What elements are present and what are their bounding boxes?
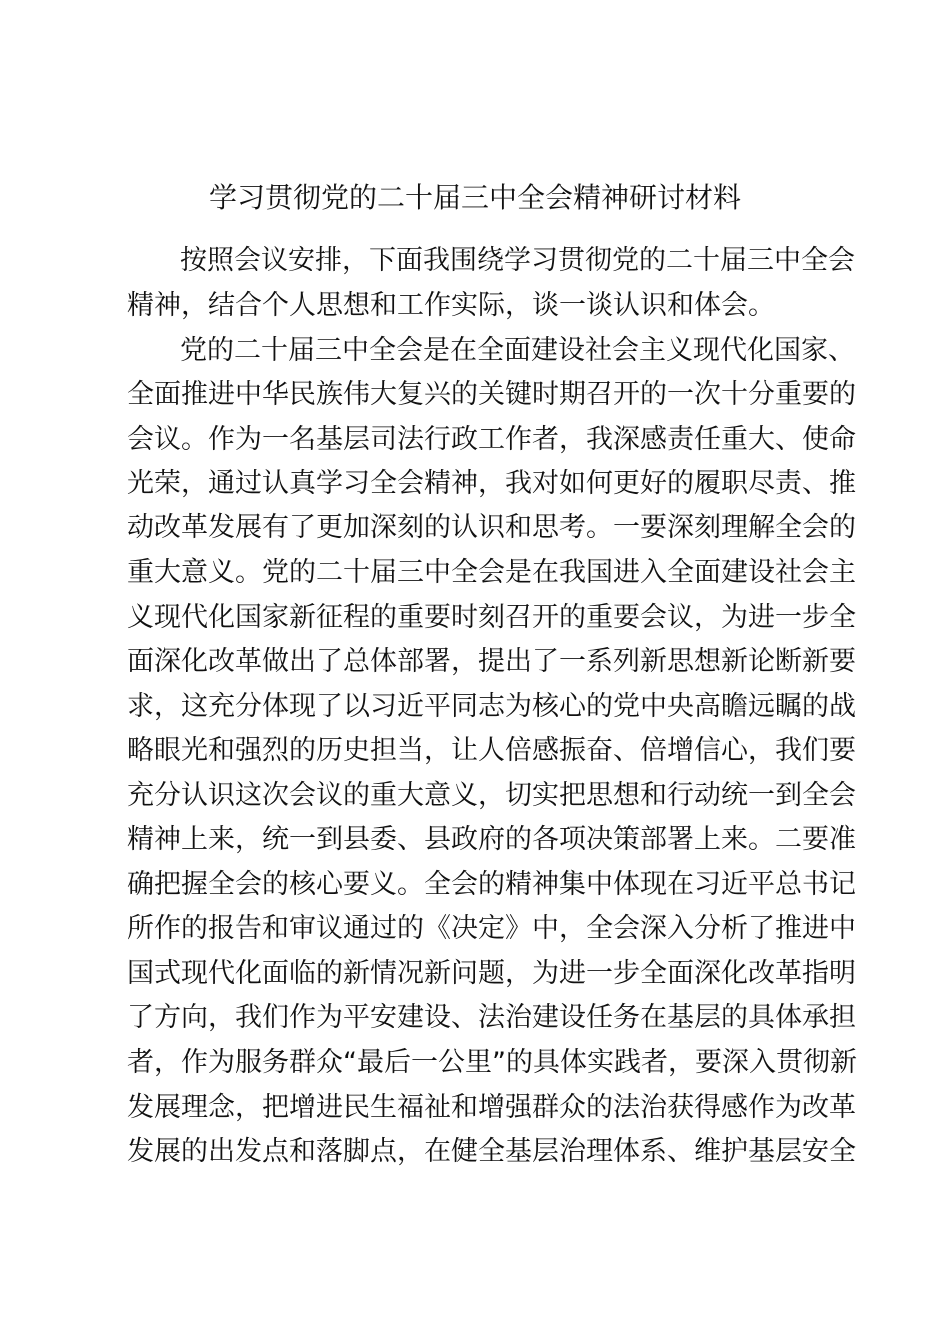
- paragraph-1-line-2: 精神，结合个人思想和工作实际，谈一谈认识和体会。: [127, 290, 775, 321]
- paragraph-1-line-1: 按照会议安排，下面我围绕学习贯彻党的二十届三中全会: [180, 245, 855, 276]
- paragraph-2-line-9: 求，这充分体现了以习近平同志为核心的党中央高瞻远瞩的战: [127, 691, 856, 722]
- paragraph-2-line-16: 了方向，我们作为平安建设、法治建设任务在基层的具体承担: [127, 1002, 856, 1033]
- paragraph-2-line-11: 充分认识这次会议的重大意义，切实把思想和行动统一到全会: [127, 780, 856, 811]
- paragraph-2-line-14: 所作的报告和审议通过的《决定》中，全会深入分析了推进中: [127, 913, 856, 944]
- paragraph-2-line-13: 确把握全会的核心要义。全会的精神集中体现在习近平总书记: [127, 869, 856, 900]
- paragraph-2-line-10: 略眼光和强烈的历史担当，让人倍感振奋、倍增信心，我们要: [127, 735, 856, 766]
- paragraph-2-line-18: 发展理念，把增进民生福祉和增强群众的法治获得感作为改革: [127, 1092, 856, 1123]
- paragraph-2-line-8: 面深化改革做出了总体部署，提出了一系列新思想新论断新要: [127, 646, 856, 677]
- paragraph-2-line-2: 全面推进中华民族伟大复兴的关键时期召开的一次十分重要的: [127, 379, 856, 410]
- paragraph-2-line-3: 会议。作为一名基层司法行政工作者，我深感责任重大、使命: [127, 424, 856, 455]
- paragraph-2-line-19: 发展的出发点和落脚点，在健全基层治理体系、维护基层安全: [127, 1136, 856, 1167]
- paragraph-2-line-7: 义现代化国家新征程的重要时刻召开的重要会议，为进一步全: [127, 602, 856, 633]
- paragraph-2-line-15: 国式现代化面临的新情况新问题，为进一步全面深化改革指明: [127, 958, 856, 989]
- paragraph-2-line-17: 者，作为服务群众“最后一公里”的具体实践者，要深入贯彻新: [127, 1047, 857, 1078]
- paragraph-2-line-6: 重大意义。党的二十届三中全会是在我国进入全面建设社会主: [127, 557, 856, 588]
- paragraph-2-line-4: 光荣，通过认真学习全会精神，我对如何更好的履职尽责、推: [127, 468, 856, 499]
- paragraph-2-line-1: 党的二十届三中全会是在全面建设社会主义现代化国家、: [180, 335, 855, 366]
- paragraph-2-line-5: 动改革发展有了更加深刻的认识和思考。一要深刻理解全会的: [127, 512, 856, 543]
- document-title: 学习贯彻党的二十届三中全会精神研讨材料: [208, 181, 741, 214]
- paragraph-2-line-12: 精神上来，统一到县委、县政府的各项决策部署上来。二要准: [127, 824, 856, 855]
